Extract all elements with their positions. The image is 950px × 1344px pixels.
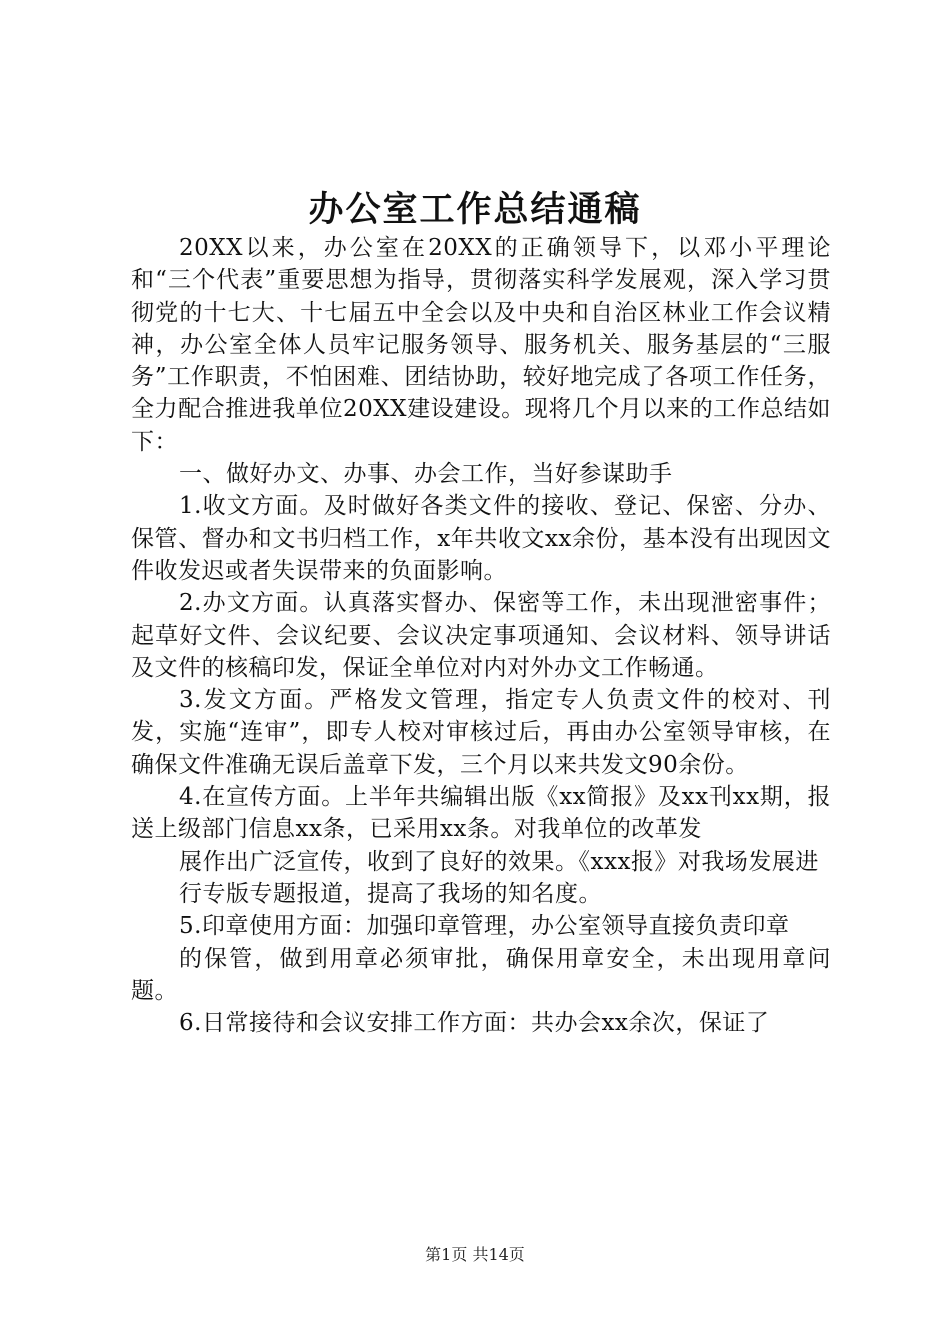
paragraph-publicity-cont-2: 行专版专题报道，提高了我场的知名度。 [179, 880, 602, 907]
document-title: 办公室工作总结通稿 [308, 189, 642, 230]
paragraph-reception-meetings: 6.日常接待和会议安排工作方面：共办会xx余次，保证了 [179, 1010, 770, 1037]
document-body [131, 232, 831, 1039]
paragraph-seal-use-cont: 的保管，做到用章必须审批，确保用章安全，未出现用章问题。 [131, 945, 831, 1004]
paragraph-seal-use: 5.印章使用方面：加强印章管理，办公室领导直接负责印章 [179, 913, 790, 940]
paragraph-handling-documents: 2.办文方面。认真落实督办、保密等工作，未出现泄密事件；起草好文件、会议纪要、会议决定事项通知、会议材料、领导讲话及文件的核稿印发，保证全单位对内对外办文工作畅通。 [131, 590, 831, 681]
page-footer: 第1页 共14页 [425, 1245, 525, 1264]
paragraph-receiving-documents: 1.收文方面。及时做好各类文件的接收、登记、保密、分办、保管、督办和文书归档工作，x年共收文xx余份，基本没有出现因文件收发迟或者失误带来的负面影响。 [131, 493, 831, 584]
paragraph-issuing-documents: 3.发文方面。严格发文管理，指定专人负责文件的校对、刊发，实施“连审”，即专人校对审核过后，再由办公室领导审核，在确保文件准确无误后盖章下发，三个月以来共发文90余份。 [131, 687, 831, 778]
paragraph-publicity-cont-1: 展作出广泛宣传，收到了良好的效果。《xxx报》对我场发展进 [179, 848, 819, 875]
paragraph-intro: 20XX以来，办公室在20XX的正确领导下，以邓小平理论和“三个代表”重要思想为指导，贯彻落实科学发展观，深入学习贯彻党的十七大、十七届五中全会以及中央和自治区林业工作会议精神，办公室全体人员牢记服务领导、服务机关、服务基层的“三服务”工作职责，不怕困难、团结协助，较好地完成了各项工作任务，全力配合推进我单位20XX建设建设。现将几个月以来的工作总结如下： [131, 235, 831, 455]
section-heading-1: 一、做好办文、办事、办会工作，当好参谋助手 [179, 461, 673, 488]
paragraph-publicity: 4.在宣传方面。上半年共编辑出版《xx简报》及xx刊xx期，报送上级部门信息xx条，已采用xx条。对我单位的改革发 [131, 784, 831, 843]
